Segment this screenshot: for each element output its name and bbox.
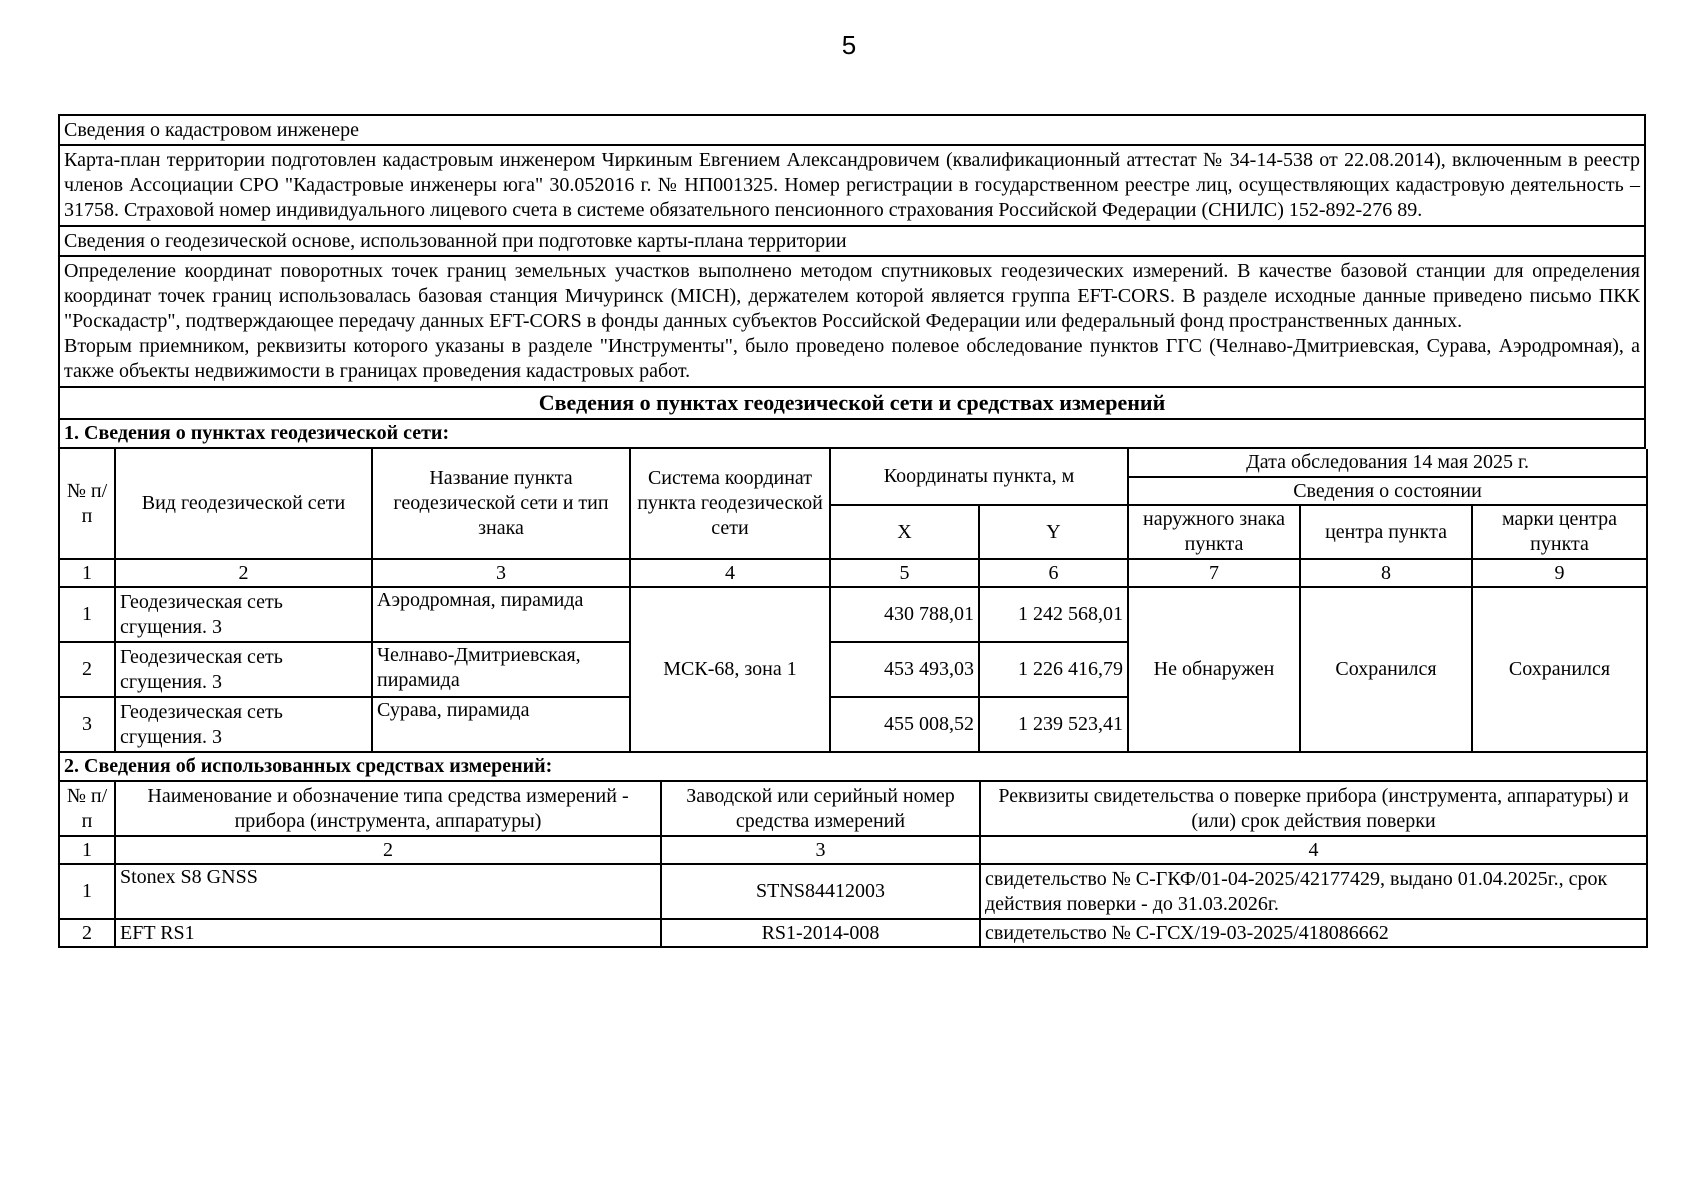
col-number: 8 — [1300, 559, 1472, 587]
col-number: 4 — [630, 559, 830, 587]
instr-name: EFT RS1 — [115, 919, 661, 947]
page-number: 5 — [841, 30, 857, 60]
column-number-row — [59, 559, 1647, 587]
point-y: 1 226 416,79 — [979, 642, 1128, 697]
geodetic-points-table — [58, 449, 1648, 782]
coord-system-value: МСК-68, зона 1 — [630, 587, 830, 752]
instruments-table — [58, 782, 1648, 948]
header-coord-system: Система координат пункта геодезической сети — [630, 449, 830, 559]
header-y: Y — [979, 505, 1128, 559]
col-number: 5 — [830, 559, 979, 587]
point-name: Сурава, пирамида — [372, 697, 630, 752]
col-number: 3 — [661, 836, 980, 864]
document-body — [58, 114, 1646, 948]
header-condition: Сведения о состоянии — [1128, 477, 1647, 505]
engineer-heading: Сведения о кадастровом инженере — [60, 116, 1644, 146]
center-value: Сохранился — [1300, 587, 1472, 752]
header-coords: Координаты пункта, м — [830, 449, 1128, 505]
instr-certificate: свидетельство № С-ГКФ/01-04-2025/42177429, выдано 01.04.2025г., срок действия поверки - до 31.03.2026г. — [980, 864, 1647, 919]
instr-name: Stonex S8 GNSS — [115, 864, 661, 919]
instr-serial: RS1-2014-008 — [661, 919, 980, 947]
instr-certificate: свидетельство № С-ГСХ/19-03-2025/418086662 — [980, 919, 1647, 947]
col-number: 3 — [372, 559, 630, 587]
points-title: 1. Сведения о пунктах геодезической сети: — [64, 422, 450, 444]
instr-num: 2 — [59, 919, 115, 947]
column-number-row — [59, 836, 1647, 864]
point-y: 1 239 523,41 — [979, 697, 1128, 752]
col-number: 7 — [1128, 559, 1300, 587]
header-network-type: Вид геодезической сети — [115, 449, 372, 559]
header-point-name: Название пункта геодезической сети и тип знака — [372, 449, 630, 559]
point-network: Геодезическая сеть сгущения. 3 — [115, 642, 372, 697]
point-name: Челнаво-Дмитриевская, пирамида — [372, 642, 630, 697]
engineer-text: Карта-план территории подготовлен кадастровым инженером Чиркиным Евгением Александровичем (квалификационный аттестат № 34-14-538 от 22.08.2014), включенным в реестр членов Ассоциации СРО "Кадастровые инженеры юга" 30.052016 г. № НП001325. Номер регистрации в государственном реестре лиц, осуществляющих кадастровую деятельность – 31758. Страховой номер индивидуального лицевого счета в системе обязательного пенсионного страхования Российской Федерации (СНИЛС) 152-892-276 89. — [64, 149, 1640, 221]
point-x: 453 493,03 — [830, 642, 979, 697]
point-network: Геодезическая сеть сгущения. 3 — [115, 587, 372, 642]
table-row — [59, 587, 1647, 642]
col-number: 9 — [1472, 559, 1647, 587]
header-center-mark: марки центра пункта — [1472, 505, 1647, 559]
geodetic-basis-paragraph-2: Вторым приемником, реквизиты которого указаны в разделе "Инструменты", было проведено полевое обследование пунктов ГГС (Челнаво-Дмитриевская, Сурава, Аэродромная), а также объекты недвижимости в границах проведения кадастровых работ. — [64, 335, 1640, 382]
table-row — [59, 864, 1647, 919]
instruments-title: 2. Сведения об использованных средствах измерений: — [59, 752, 1647, 781]
point-num: 1 — [59, 587, 115, 642]
table-row — [59, 919, 1647, 947]
col-number: 6 — [979, 559, 1128, 587]
engineer-block — [58, 114, 1646, 227]
section-title-block — [58, 388, 1646, 449]
instr-header-certificate: Реквизиты свидетельства о поверке прибора (инструмента, аппаратуры) и (или) срок действия поверки — [980, 782, 1647, 836]
header-num: № п/п — [59, 449, 115, 559]
instr-serial: STNS84412003 — [661, 864, 980, 919]
geodetic-basis-heading: Сведения о геодезической основе, использованной при подготовке карты-плана территории — [60, 227, 1644, 257]
instr-header-num: № п/п — [59, 782, 115, 836]
instr-header-name: Наименование и обозначение типа средства измерений - прибора (инструмента, аппаратуры) — [115, 782, 661, 836]
point-network: Геодезическая сеть сгущения. 3 — [115, 697, 372, 752]
instr-num: 1 — [59, 864, 115, 919]
point-name: Аэродромная, пирамида — [372, 587, 630, 642]
header-survey-date: Дата обследования 14 мая 2025 г. — [1128, 449, 1647, 477]
center-mark-value: Сохранился — [1472, 587, 1647, 752]
section-title: Сведения о пунктах геодезической сети и средствах измерений — [60, 388, 1644, 420]
point-x: 455 008,52 — [830, 697, 979, 752]
point-x: 430 788,01 — [830, 587, 979, 642]
col-number: 1 — [59, 559, 115, 587]
col-number: 1 — [59, 836, 115, 864]
outer-sign-value: Не обнаружен — [1128, 587, 1300, 752]
header-center: центра пункта — [1300, 505, 1472, 559]
geodetic-basis-text — [60, 257, 1644, 386]
point-num: 2 — [59, 642, 115, 697]
geodetic-basis-block — [58, 227, 1646, 388]
col-number: 2 — [115, 559, 372, 587]
point-y: 1 242 568,01 — [979, 587, 1128, 642]
geodetic-basis-paragraph-1: Определение координат поворотных точек границ земельных участков выполнено методом спутниковых геодезических измерений. В качестве базовой станции для определения координат точек границ использовалась базовая станция Мичуринск (MICH), держателем которой является группа EFT-CORS. В разделе исходные данные приведено письмо ПКК "Роскадастр", подтверждающее передачу данных EFT-CORS в фонды данных субъектов Российской Федерации или федеральный фонд пространственных данных. — [64, 260, 1640, 332]
point-num: 3 — [59, 697, 115, 752]
col-number: 4 — [980, 836, 1647, 864]
instr-header-serial: Заводской или серийный номер средства измерений — [661, 782, 980, 836]
header-outer-sign: наружного знака пункта — [1128, 505, 1300, 559]
col-number: 2 — [115, 836, 661, 864]
header-x: X — [830, 505, 979, 559]
